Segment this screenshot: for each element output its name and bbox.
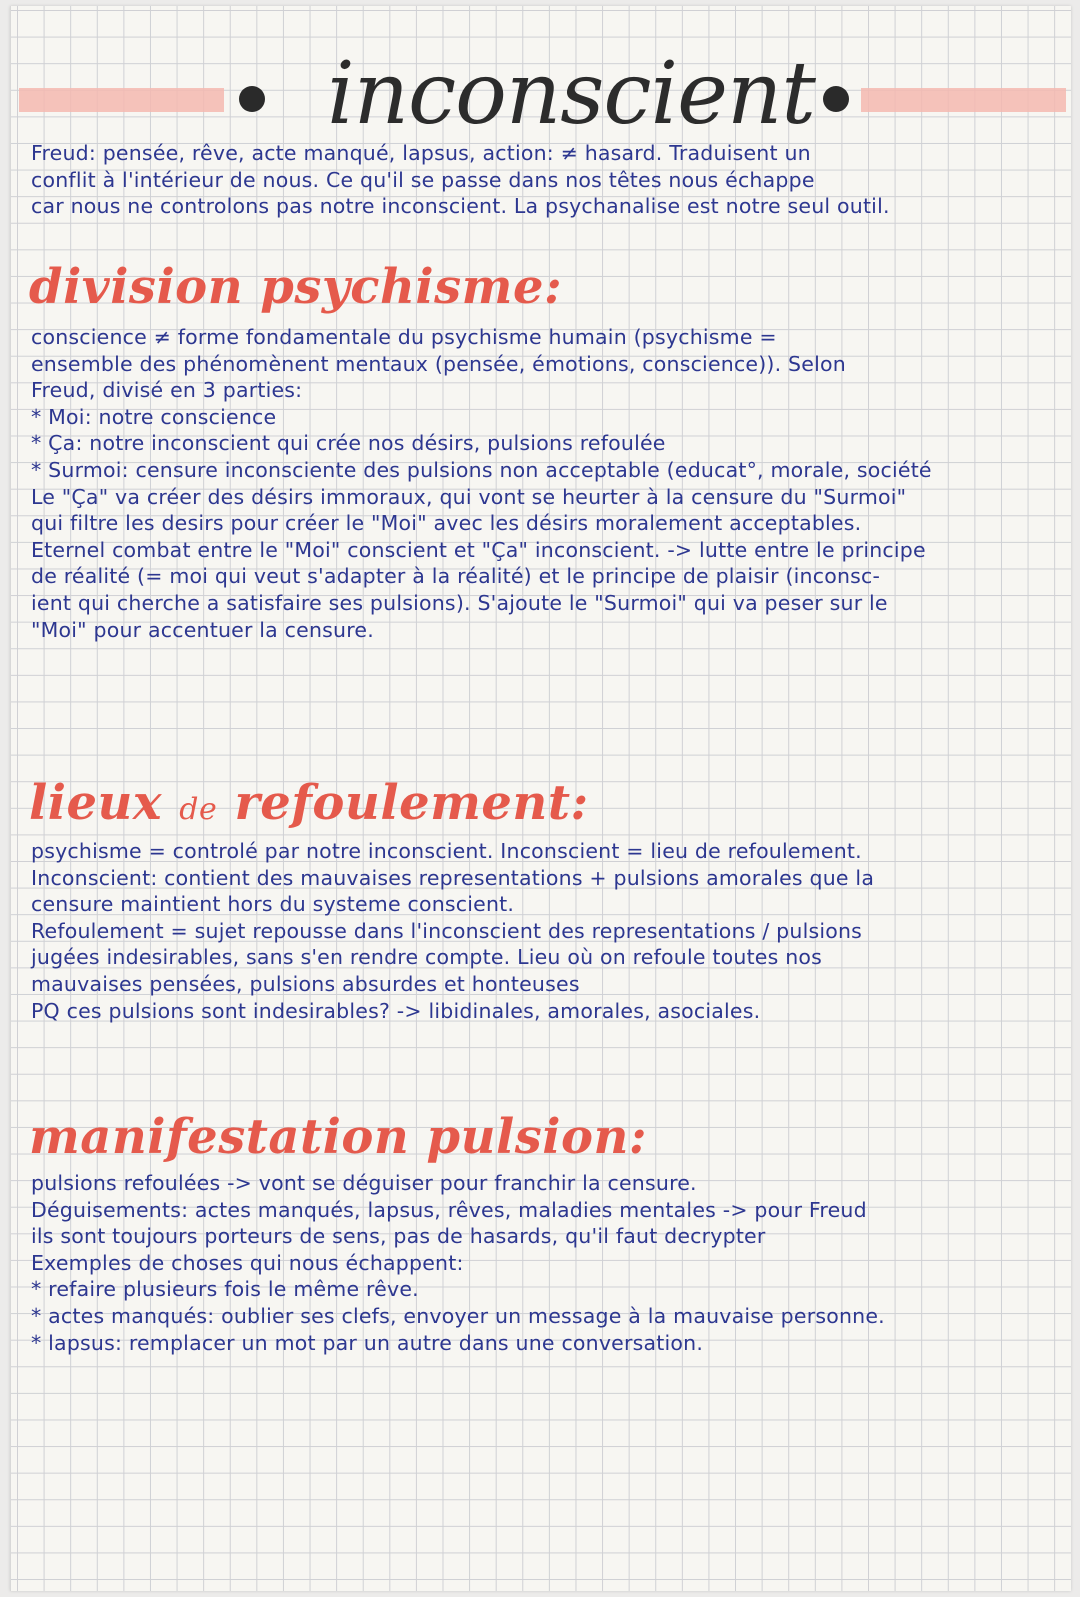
text-line: qui filtre les desirs pour créer le "Moi" avec les désirs moralement acceptables.: [31, 511, 862, 536]
bullet-item: * lapsus: remplacer un mot par un autre dans une conversation.: [31, 1330, 704, 1355]
text-line: Eternel combat entre le "Moi" conscient et "Ça" inconscient. -> lutte entre le principe: [31, 537, 926, 562]
text-line: ils sont toujours porteurs de sens, pas de hasards, qu'il faut decrypter: [31, 1224, 766, 1249]
text-line: car nous ne controlons pas notre inconscient. La psychanalise est notre seul outil.: [31, 194, 890, 219]
text-line: PQ ces pulsions sont indesirables? -> libidinales, amorales, asociales.: [31, 998, 761, 1023]
heading-lieux-refoulement: [29, 776, 589, 837]
bullet-dot-left: [239, 86, 265, 112]
text-line: de réalité (= moi qui veut s'adapter à la réalité) et le principe de plaisir (inconsc-: [31, 564, 881, 589]
bullet-surmoi: * Surmoi: censure inconsciente des pulsions non acceptable (educat°, morale, société: [31, 457, 932, 482]
bullet-item: * actes manqués: oublier ses clefs, envoyer un message à la mauvaise personne.: [31, 1303, 885, 1328]
intro-paragraph: [31, 140, 1066, 220]
section-lieux-refoulement: [31, 838, 1066, 1024]
text-line: Refoulement = sujet repousse dans l'inconscient des representations / pulsions: [31, 918, 863, 943]
text-line: mauvaises pensées, pulsions absurdes et honteuses: [31, 971, 580, 996]
section-manifestation-pulsion: [31, 1170, 1066, 1356]
text-line: psychisme = controlé par notre inconscient. Inconscient = lieu de refoulement.: [31, 839, 862, 863]
title-highlight-right: [861, 88, 1066, 112]
text-line: ient qui cherche a satisfaire ses pulsions). S'ajoute le "Surmoi" qui va peser sur le: [31, 590, 888, 615]
notebook-page: [10, 6, 1071, 1591]
text-line: ensemble des phénomènent mentaux (pensée, émotions, conscience)). Selon: [31, 351, 846, 376]
text-line: jugées indesirables, sans s'en rendre compte. Lieu où on refoule toutes nos: [31, 945, 823, 970]
text-line: Le "Ça" va créer des désirs immoraux, qui vont se heurter à la censure du "Surmoi": [31, 484, 907, 509]
heading-manifestation-pulsion: manifestation pulsion:: [29, 1109, 648, 1165]
text-line: "Moi" pour accentuer la censure.: [31, 617, 374, 642]
heading-word: lieux: [29, 775, 163, 831]
text-line: censure maintient hors du systeme conscient.: [31, 892, 515, 917]
text-line: Exemples de choses qui nous échappent:: [31, 1250, 464, 1275]
bullet-item: * refaire plusieurs fois le même rêve.: [31, 1277, 419, 1302]
text-line: conflit à l'intérieur de nous. Ce qu'il se passe dans nos têtes nous échappe: [31, 167, 815, 192]
text-line: conscience ≠ forme fondamentale du psychisme humain (psychisme =: [31, 325, 777, 349]
heading-word: refoulement:: [234, 775, 589, 831]
section-division-psychisme: [31, 324, 1066, 643]
title-highlight-left: [19, 88, 224, 112]
title-row: [11, 26, 1071, 144]
text-line: Freud, divisé en 3 parties:: [31, 378, 303, 403]
page-title: inconscient: [327, 44, 815, 144]
text-line: Inconscient: contient des mauvaises representations + pulsions amorales que la: [31, 865, 875, 890]
heading-word-small: de: [179, 792, 218, 827]
heading-division-psychisme: division psychisme:: [29, 259, 563, 315]
bullet-ca: * Ça: notre inconscient qui crée nos désirs, pulsions refoulée: [31, 431, 666, 456]
bullet-moi: * Moi: notre conscience: [31, 404, 277, 429]
text-line: Freud: pensée, rêve, acte manqué, lapsus, action: ≠ hasard. Traduisent un: [31, 141, 811, 165]
text-line: pulsions refoulées -> vont se déguiser pour franchir la censure.: [31, 1171, 697, 1195]
text-line: Déguisements: actes manqués, lapsus, rêves, maladies mentales -> pour Freud: [31, 1197, 867, 1222]
